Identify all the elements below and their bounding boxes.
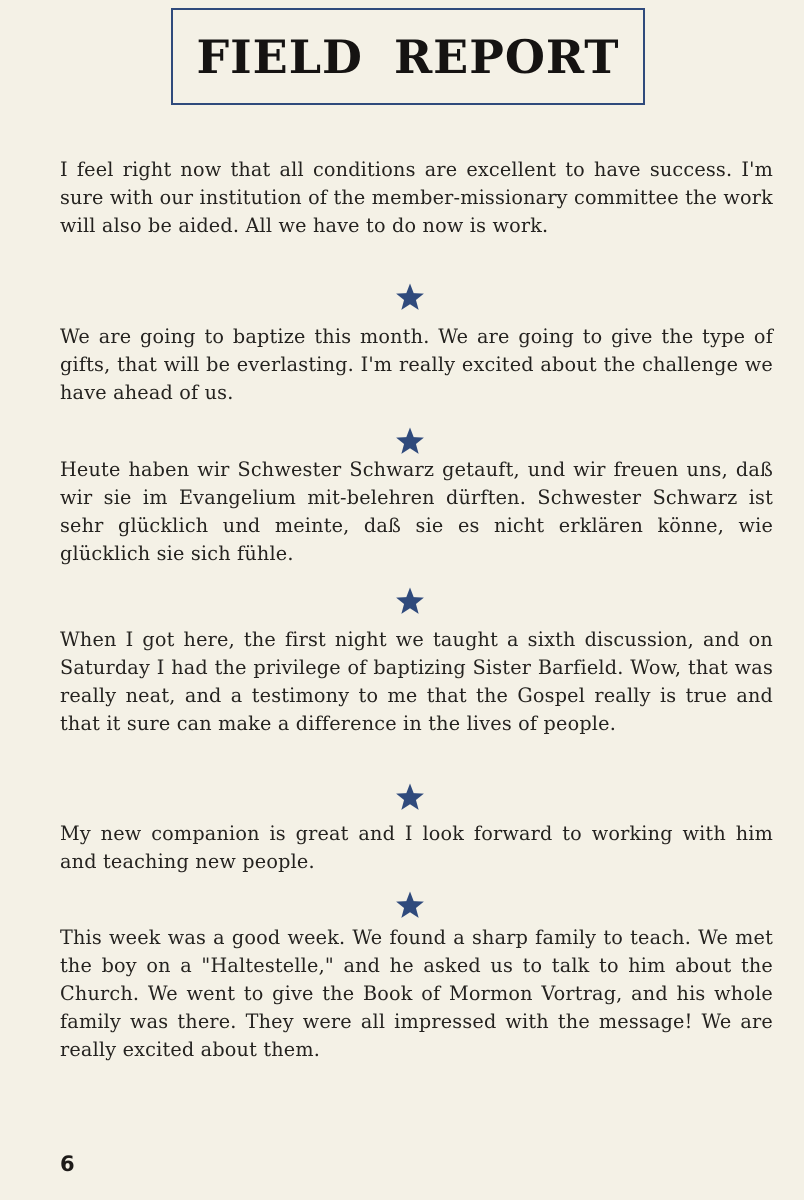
page-number: 6 (60, 1152, 75, 1176)
report-paragraph-6: This week was a good week. We found a sharp family to teach. We met the boy on a "Haltestelle," and he asked us to talk to him about the Church. We went to give the Book of Mormon Vortrag, and his whole family was there. They were all impressed with the message! We are really excited about them. (60, 926, 773, 1061)
title-box (171, 8, 645, 105)
report-paragraph-3: Heute haben wir Schwester Schwarz getauft, und wir freuen uns, daß wir sie im Evangelium mit-belehren dürften. Schwester Schwarz ist sehr glücklich und meinte, daß sie es nicht erklären könne, wie glücklich sie sich fühle. (60, 458, 773, 565)
star-icon (393, 280, 427, 314)
report-paragraph-5: My new companion is great and I look forward to working with him and teaching new people. (60, 822, 773, 873)
star-icon (393, 888, 427, 922)
report-paragraph-1: I feel right now that all conditions are excellent to have success. I'm sure with our institution of the member-missionary committee the work will also be aided. All we have to do now is work. (60, 158, 773, 237)
star-icon (393, 780, 427, 814)
report-paragraph-4: When I got here, the first night we taught a sixth discussion, and on Saturday I had the privilege of baptizing Sister Barfield. Wow, that was really neat, and a testimony to me that the Gospel really is true and that it sure can make a difference in the lives of people. (60, 628, 773, 735)
report-paragraph-2: We are going to baptize this month. We are going to give the type of gifts, that will be everlasting. I'm really excited about the challenge we have ahead of us. (60, 325, 773, 404)
star-icon (393, 424, 427, 458)
star-icon (393, 584, 427, 618)
page-title: FIELD REPORT (196, 29, 620, 84)
